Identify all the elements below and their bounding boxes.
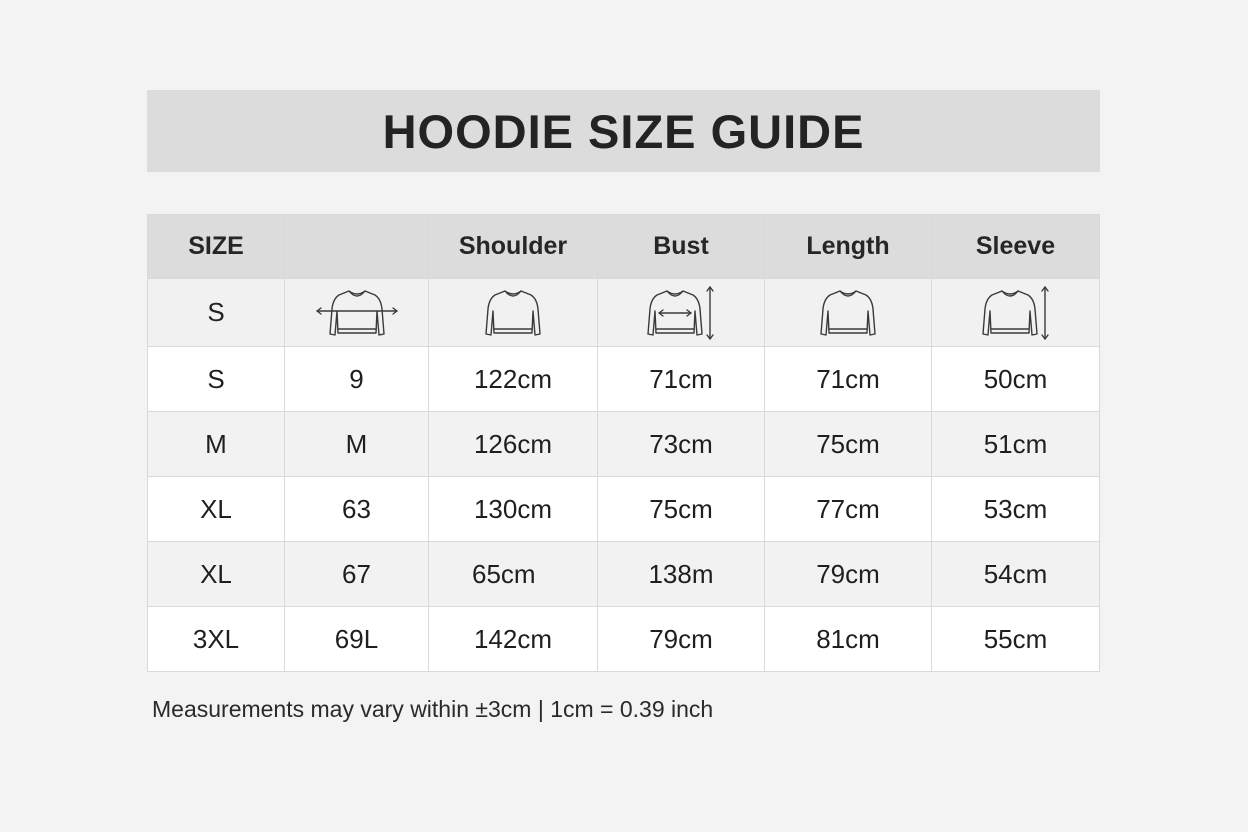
- cell-bust: 71cm: [598, 347, 765, 412]
- cell-shoulder: 126cm: [429, 412, 598, 477]
- cell-sleeve: 51cm: [932, 412, 1100, 477]
- hoodie-width-arrows-icon: [285, 279, 429, 347]
- header-length: Length: [765, 215, 932, 279]
- cell: 9: [285, 347, 429, 412]
- cell-bust: 79cm: [598, 607, 765, 672]
- cell: 67: [285, 542, 429, 607]
- cell-sleeve: 54cm: [932, 542, 1100, 607]
- cell-size: 3XL: [148, 607, 285, 672]
- cell: 69L: [285, 607, 429, 672]
- cell-size: XL: [148, 477, 285, 542]
- cell-size: S: [148, 347, 285, 412]
- cell-shoulder: 65cm: [429, 542, 598, 607]
- header-blank: [285, 215, 429, 279]
- header-bust: Bust: [598, 215, 765, 279]
- title-bar: [147, 90, 1100, 172]
- cell-shoulder: 122cm: [429, 347, 598, 412]
- cell: M: [285, 412, 429, 477]
- cell-length: 81cm: [765, 607, 932, 672]
- table-row: [148, 542, 1100, 607]
- cell-size: M: [148, 412, 285, 477]
- cell-shoulder: 130cm: [429, 477, 598, 542]
- table-row: [148, 607, 1100, 672]
- size-table: [147, 214, 1100, 672]
- header-shoulder: Shoulder: [429, 215, 598, 279]
- hoodie-length-arrow-icon: [932, 279, 1100, 347]
- cell-sleeve: 50cm: [932, 347, 1100, 412]
- cell-bust: 138m: [598, 542, 765, 607]
- cell: 63: [285, 477, 429, 542]
- cell-sleeve: 55cm: [932, 607, 1100, 672]
- cell-sleeve: 53cm: [932, 477, 1100, 542]
- icon-row-size: S: [148, 279, 285, 347]
- table-row: [148, 477, 1100, 542]
- cell-bust: 75cm: [598, 477, 765, 542]
- cell-bust: 73cm: [598, 412, 765, 477]
- cell-shoulder: 142cm: [429, 607, 598, 672]
- header-row: [148, 215, 1100, 279]
- header-size: SIZE: [148, 215, 285, 279]
- cell-length: 77cm: [765, 477, 932, 542]
- cell-length: 71cm: [765, 347, 932, 412]
- cell-length: 79cm: [765, 542, 932, 607]
- footnote: Measurements may vary within ±3cm | 1cm = 0.39 inch: [152, 696, 714, 722]
- hoodie-icon: [429, 279, 598, 347]
- hoodie-bust-arrows-icon: [598, 279, 765, 347]
- icon-row: [148, 279, 1100, 347]
- cell-length: 75cm: [765, 412, 932, 477]
- table-row: [148, 347, 1100, 412]
- table-row: [148, 412, 1100, 477]
- header-sleeve: Sleeve: [932, 215, 1100, 279]
- page-title: HOODIE SIZE GUIDE: [382, 104, 865, 158]
- cell-size: XL: [148, 542, 285, 607]
- hoodie-icon: [765, 279, 932, 347]
